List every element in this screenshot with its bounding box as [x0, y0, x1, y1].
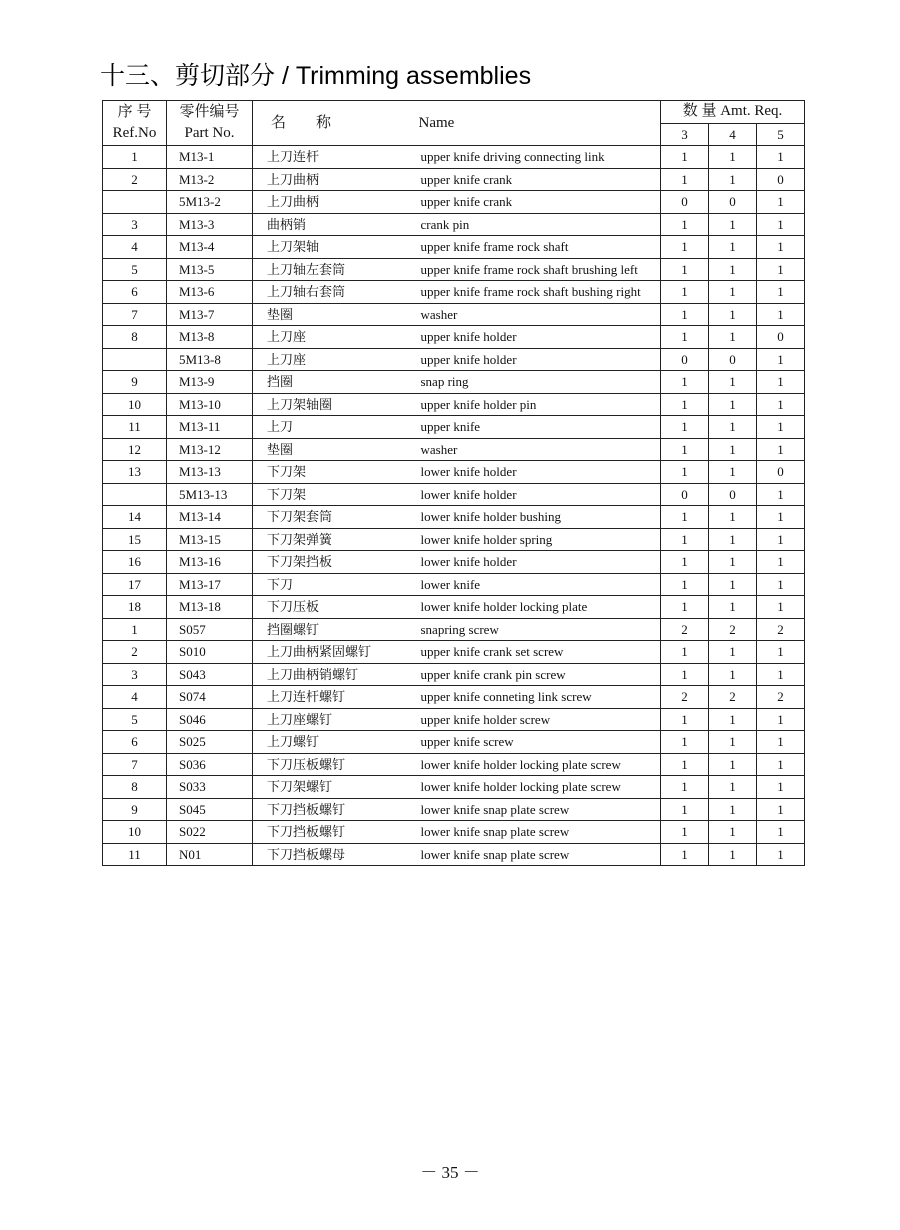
part-number-cell: S025	[167, 731, 253, 754]
qty-5-cell: 1	[757, 303, 805, 326]
qty-5-cell: 1	[757, 258, 805, 281]
ref-cell: 10	[103, 393, 167, 416]
qty-5-cell: 1	[757, 708, 805, 731]
table-row	[103, 821, 805, 844]
header-ref-en: Ref.No	[112, 125, 157, 141]
name-en-cell: lower knife holder spring	[419, 528, 661, 551]
table-row	[103, 528, 805, 551]
ref-cell: 9	[103, 371, 167, 394]
name-en-cell: lower knife snap plate screw	[419, 821, 661, 844]
header-qty-5: 5	[757, 123, 805, 146]
ref-cell: 3	[103, 213, 167, 236]
qty-5-cell: 1	[757, 483, 805, 506]
ref-cell: 6	[103, 731, 167, 754]
name-en-cell: lower knife holder	[419, 461, 661, 484]
qty-5-cell: 1	[757, 528, 805, 551]
qty-4-cell: 1	[709, 843, 757, 866]
ref-cell: 8	[103, 326, 167, 349]
qty-4-cell: 1	[709, 528, 757, 551]
table-header	[103, 101, 805, 146]
qty-5-cell: 1	[757, 776, 805, 799]
part-number-cell: M13-11	[167, 416, 253, 439]
qty-5-cell: 1	[757, 236, 805, 259]
table-row	[103, 371, 805, 394]
part-number-cell: M13-8	[167, 326, 253, 349]
ref-cell: 12	[103, 438, 167, 461]
name-cn-cell: 上刀架轴圈	[253, 393, 419, 416]
name-cn-cell: 上刀轴左套筒	[253, 258, 419, 281]
part-number-cell: M13-1	[167, 146, 253, 169]
table-row	[103, 461, 805, 484]
table-row	[103, 753, 805, 776]
name-en-cell: lower knife holder locking plate screw	[419, 776, 661, 799]
table-row	[103, 551, 805, 574]
name-en-cell: upper knife frame rock shaft bushing right	[419, 281, 661, 304]
qty-3-cell: 1	[661, 731, 709, 754]
qty-5-cell: 0	[757, 461, 805, 484]
qty-4-cell: 0	[709, 191, 757, 214]
qty-5-cell: 1	[757, 191, 805, 214]
qty-5-cell: 1	[757, 843, 805, 866]
qty-4-cell: 1	[709, 213, 757, 236]
part-number-cell: M13-7	[167, 303, 253, 326]
qty-3-cell: 1	[661, 461, 709, 484]
qty-3-cell: 2	[661, 618, 709, 641]
part-number-cell: M13-4	[167, 236, 253, 259]
part-number-cell: S045	[167, 798, 253, 821]
name-cn-cell: 下刀架弹簧	[253, 528, 419, 551]
ref-cell: 14	[103, 506, 167, 529]
name-cn-cell: 下刀架套筒	[253, 506, 419, 529]
qty-3-cell: 1	[661, 416, 709, 439]
qty-3-cell: 1	[661, 821, 709, 844]
name-cn-cell: 上刀座	[253, 326, 419, 349]
table-row	[103, 281, 805, 304]
qty-4-cell: 1	[709, 573, 757, 596]
qty-3-cell: 1	[661, 281, 709, 304]
name-cn-cell: 下刀挡板螺母	[253, 843, 419, 866]
name-en-cell: upper knife crank	[419, 168, 661, 191]
ref-cell: 2	[103, 168, 167, 191]
table-row	[103, 641, 805, 664]
table-row	[103, 146, 805, 169]
qty-4-cell: 2	[709, 618, 757, 641]
qty-5-cell: 1	[757, 416, 805, 439]
qty-3-cell: 0	[661, 483, 709, 506]
table-row	[103, 438, 805, 461]
ref-cell: 16	[103, 551, 167, 574]
qty-5-cell: 1	[757, 348, 805, 371]
qty-4-cell: 1	[709, 776, 757, 799]
part-number-cell: S043	[167, 663, 253, 686]
qty-5-cell: 1	[757, 551, 805, 574]
part-number-cell: M13-6	[167, 281, 253, 304]
name-cn-cell: 下刀架挡板	[253, 551, 419, 574]
part-number-cell: M13-17	[167, 573, 253, 596]
table-row	[103, 393, 805, 416]
name-cn-cell: 下刀挡板螺钉	[253, 798, 419, 821]
qty-5-cell: 1	[757, 438, 805, 461]
name-cn-cell: 上刀曲柄	[253, 168, 419, 191]
qty-5-cell: 1	[757, 371, 805, 394]
qty-5-cell: 0	[757, 168, 805, 191]
name-en-cell: lower knife snap plate screw	[419, 798, 661, 821]
name-en-cell: upper knife driving connecting link	[419, 146, 661, 169]
name-cn-cell: 下刀挡板螺钉	[253, 821, 419, 844]
name-cn-cell: 下刀架	[253, 461, 419, 484]
ref-cell	[103, 483, 167, 506]
part-number-cell: N01	[167, 843, 253, 866]
part-number-cell: 5M13-8	[167, 348, 253, 371]
part-number-cell: S022	[167, 821, 253, 844]
qty-3-cell: 1	[661, 573, 709, 596]
header-part	[167, 101, 253, 146]
part-number-cell: M13-14	[167, 506, 253, 529]
table-row	[103, 303, 805, 326]
page-number: － 35 －	[420, 1163, 480, 1182]
table-row	[103, 416, 805, 439]
table-row	[103, 798, 805, 821]
header-qty-4: 4	[709, 123, 757, 146]
name-cn-cell: 挡圈	[253, 371, 419, 394]
qty-5-cell: 2	[757, 618, 805, 641]
name-cn-cell: 上刀轴右套筒	[253, 281, 419, 304]
qty-4-cell: 1	[709, 731, 757, 754]
qty-4-cell: 1	[709, 663, 757, 686]
qty-4-cell: 1	[709, 753, 757, 776]
name-cn-cell: 上刀连杆	[253, 146, 419, 169]
table-row	[103, 573, 805, 596]
part-number-cell: M13-2	[167, 168, 253, 191]
name-cn-cell: 上刀曲柄	[253, 191, 419, 214]
qty-5-cell: 1	[757, 798, 805, 821]
qty-3-cell: 1	[661, 258, 709, 281]
name-en-cell: upper knife frame rock shaft brushing left	[419, 258, 661, 281]
qty-4-cell: 1	[709, 551, 757, 574]
part-number-cell: S074	[167, 686, 253, 709]
ref-cell: 3	[103, 663, 167, 686]
part-number-cell: M13-12	[167, 438, 253, 461]
part-number-cell: M13-10	[167, 393, 253, 416]
part-number-cell: M13-15	[167, 528, 253, 551]
header-part-cn: 零件编号	[179, 104, 240, 120]
qty-4-cell: 1	[709, 821, 757, 844]
qty-4-cell: 1	[709, 393, 757, 416]
name-en-cell: lower knife holder locking plate screw	[419, 753, 661, 776]
ref-cell: 11	[103, 843, 167, 866]
qty-3-cell: 1	[661, 236, 709, 259]
qty-4-cell: 1	[709, 168, 757, 191]
qty-4-cell: 1	[709, 641, 757, 664]
name-cn-cell: 下刀压板	[253, 596, 419, 619]
name-cn-cell: 上刀连杆螺钉	[253, 686, 419, 709]
qty-3-cell: 1	[661, 776, 709, 799]
table-row	[103, 506, 805, 529]
part-number-cell: S046	[167, 708, 253, 731]
table-row	[103, 686, 805, 709]
qty-4-cell: 1	[709, 371, 757, 394]
table-row	[103, 596, 805, 619]
part-number-cell: 5M13-13	[167, 483, 253, 506]
qty-5-cell: 1	[757, 731, 805, 754]
ref-cell: 2	[103, 641, 167, 664]
qty-3-cell: 1	[661, 326, 709, 349]
qty-4-cell: 1	[709, 236, 757, 259]
qty-4-cell: 0	[709, 483, 757, 506]
qty-5-cell: 1	[757, 821, 805, 844]
name-cn-cell: 上刀座	[253, 348, 419, 371]
name-en-cell: upper knife holder	[419, 348, 661, 371]
name-en-cell: upper knife holder screw	[419, 708, 661, 731]
ref-cell: 9	[103, 798, 167, 821]
name-cn-cell: 上刀	[253, 416, 419, 439]
header-name-cn: 名 称	[253, 101, 419, 146]
name-en-cell: washer	[419, 303, 661, 326]
ref-cell: 7	[103, 303, 167, 326]
qty-4-cell: 1	[709, 258, 757, 281]
name-cn-cell: 上刀架轴	[253, 236, 419, 259]
name-en-cell: lower knife holder	[419, 551, 661, 574]
name-en-cell: upper knife holder pin	[419, 393, 661, 416]
qty-3-cell: 1	[661, 528, 709, 551]
table-row	[103, 213, 805, 236]
qty-3-cell: 1	[661, 371, 709, 394]
header-qty-3: 3	[661, 123, 709, 146]
name-en-cell: upper knife holder	[419, 326, 661, 349]
table-row	[103, 483, 805, 506]
header-ref-cn: 序 号	[117, 104, 152, 120]
part-number-cell: M13-16	[167, 551, 253, 574]
name-cn-cell: 上刀曲柄紧固螺钉	[253, 641, 419, 664]
table-row	[103, 168, 805, 191]
name-en-cell: lower knife	[419, 573, 661, 596]
name-en-cell: upper knife screw	[419, 731, 661, 754]
name-en-cell: lower knife holder	[419, 483, 661, 506]
ref-cell: 10	[103, 821, 167, 844]
name-en-cell: crank pin	[419, 213, 661, 236]
qty-3-cell: 1	[661, 506, 709, 529]
ref-cell: 4	[103, 686, 167, 709]
qty-5-cell: 1	[757, 641, 805, 664]
part-number-cell: S010	[167, 641, 253, 664]
qty-4-cell: 1	[709, 416, 757, 439]
qty-3-cell: 1	[661, 551, 709, 574]
table-row	[103, 258, 805, 281]
name-en-cell: lower knife snap plate screw	[419, 843, 661, 866]
ref-cell: 11	[103, 416, 167, 439]
table-row	[103, 663, 805, 686]
name-cn-cell: 下刀架螺钉	[253, 776, 419, 799]
qty-4-cell: 1	[709, 798, 757, 821]
qty-3-cell: 1	[661, 798, 709, 821]
name-cn-cell: 上刀螺钉	[253, 731, 419, 754]
table-row	[103, 618, 805, 641]
name-en-cell: lower knife holder locking plate	[419, 596, 661, 619]
ref-cell: 6	[103, 281, 167, 304]
qty-3-cell: 0	[661, 191, 709, 214]
qty-3-cell: 1	[661, 438, 709, 461]
name-cn-cell: 挡圈螺钉	[253, 618, 419, 641]
qty-4-cell: 1	[709, 281, 757, 304]
ref-cell: 5	[103, 258, 167, 281]
name-en-cell: lower knife holder bushing	[419, 506, 661, 529]
qty-3-cell: 1	[661, 663, 709, 686]
qty-3-cell: 1	[661, 168, 709, 191]
table-row	[103, 348, 805, 371]
header-part-en: Part No.	[184, 125, 235, 141]
part-number-cell: M13-3	[167, 213, 253, 236]
qty-4-cell: 2	[709, 686, 757, 709]
ref-cell: 17	[103, 573, 167, 596]
qty-3-cell: 2	[661, 686, 709, 709]
table-row	[103, 731, 805, 754]
qty-3-cell: 0	[661, 348, 709, 371]
ref-cell: 7	[103, 753, 167, 776]
qty-5-cell: 1	[757, 596, 805, 619]
qty-5-cell: 1	[757, 146, 805, 169]
name-en-cell: upper knife frame rock shaft	[419, 236, 661, 259]
qty-3-cell: 1	[661, 708, 709, 731]
qty-5-cell: 1	[757, 663, 805, 686]
qty-4-cell: 0	[709, 348, 757, 371]
page-title: 十三、剪切部分 / Trimming assemblies	[100, 62, 532, 90]
qty-5-cell: 1	[757, 753, 805, 776]
qty-5-cell: 2	[757, 686, 805, 709]
table-row	[103, 236, 805, 259]
ref-cell: 4	[103, 236, 167, 259]
name-en-cell: upper knife crank	[419, 191, 661, 214]
qty-4-cell: 1	[709, 326, 757, 349]
qty-4-cell: 1	[709, 303, 757, 326]
name-en-cell: snapring screw	[419, 618, 661, 641]
qty-5-cell: 1	[757, 281, 805, 304]
qty-5-cell: 1	[757, 573, 805, 596]
table-row	[103, 191, 805, 214]
qty-4-cell: 1	[709, 506, 757, 529]
part-number-cell: M13-13	[167, 461, 253, 484]
name-cn-cell: 曲柄销	[253, 213, 419, 236]
ref-cell: 8	[103, 776, 167, 799]
part-number-cell: 5M13-2	[167, 191, 253, 214]
name-cn-cell: 下刀压板螺钉	[253, 753, 419, 776]
header-ref	[103, 101, 167, 146]
qty-4-cell: 1	[709, 461, 757, 484]
qty-5-cell: 1	[757, 213, 805, 236]
name-cn-cell: 垫圈	[253, 303, 419, 326]
qty-3-cell: 1	[661, 753, 709, 776]
part-number-cell: M13-18	[167, 596, 253, 619]
ref-cell	[103, 348, 167, 371]
table-row	[103, 776, 805, 799]
qty-3-cell: 1	[661, 213, 709, 236]
parts-table	[102, 100, 805, 866]
name-cn-cell: 垫圈	[253, 438, 419, 461]
name-en-cell: upper knife crank pin screw	[419, 663, 661, 686]
qty-3-cell: 1	[661, 303, 709, 326]
name-cn-cell: 下刀架	[253, 483, 419, 506]
table-row	[103, 326, 805, 349]
name-cn-cell: 下刀	[253, 573, 419, 596]
name-cn-cell: 上刀座螺钉	[253, 708, 419, 731]
qty-3-cell: 1	[661, 843, 709, 866]
qty-3-cell: 1	[661, 146, 709, 169]
ref-cell: 1	[103, 146, 167, 169]
qty-4-cell: 1	[709, 146, 757, 169]
header-qty: 数 量 Amt. Req.	[661, 101, 805, 124]
table-row	[103, 843, 805, 866]
part-number-cell: S033	[167, 776, 253, 799]
part-number-cell: S036	[167, 753, 253, 776]
name-en-cell: upper knife crank set screw	[419, 641, 661, 664]
header-name-en: Name	[419, 101, 661, 146]
ref-cell: 15	[103, 528, 167, 551]
name-en-cell: washer	[419, 438, 661, 461]
qty-4-cell: 1	[709, 438, 757, 461]
qty-4-cell: 1	[709, 596, 757, 619]
part-number-cell: M13-9	[167, 371, 253, 394]
ref-cell	[103, 191, 167, 214]
part-number-cell: S057	[167, 618, 253, 641]
table-body	[103, 146, 805, 866]
ref-cell: 18	[103, 596, 167, 619]
name-en-cell: snap ring	[419, 371, 661, 394]
name-cn-cell: 上刀曲柄销螺钉	[253, 663, 419, 686]
qty-3-cell: 1	[661, 393, 709, 416]
qty-4-cell: 1	[709, 708, 757, 731]
name-en-cell: upper knife	[419, 416, 661, 439]
ref-cell: 1	[103, 618, 167, 641]
qty-5-cell: 0	[757, 326, 805, 349]
name-en-cell: upper knife conneting link screw	[419, 686, 661, 709]
qty-5-cell: 1	[757, 506, 805, 529]
table-row	[103, 708, 805, 731]
qty-3-cell: 1	[661, 641, 709, 664]
part-number-cell: M13-5	[167, 258, 253, 281]
ref-cell: 5	[103, 708, 167, 731]
ref-cell: 13	[103, 461, 167, 484]
qty-3-cell: 1	[661, 596, 709, 619]
qty-5-cell: 1	[757, 393, 805, 416]
